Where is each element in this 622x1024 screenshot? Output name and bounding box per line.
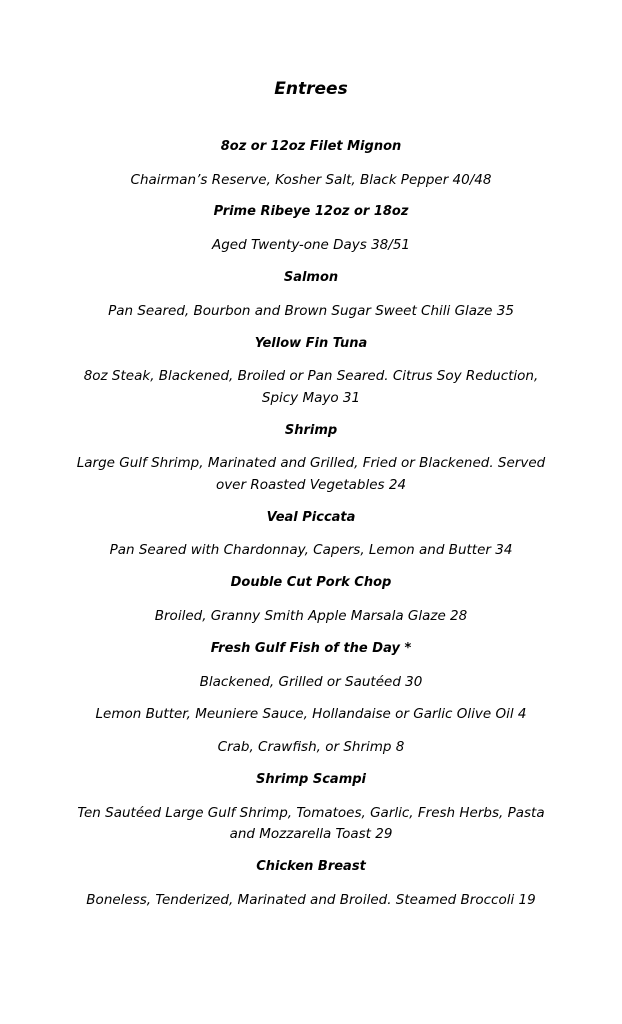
item-name-filet-mignon: 8oz or 12oz Filet Mignon: [220, 139, 402, 154]
item-desc-gulf-fish-line-1: Blackened, Grilled or Sautéed 30: [199, 674, 423, 690]
item-desc-chicken-breast: Boneless, Tenderized, Marinated and Broiled. Steamed Broccoli 19: [86, 892, 536, 908]
item-name-yellow-fin-tuna: Yellow Fin Tuna: [254, 336, 368, 351]
item-name-shrimp-scampi: Shrimp Scampi: [255, 772, 366, 787]
item-name-prime-ribeye: Prime Ribeye 12oz or 18oz: [213, 204, 409, 219]
item-desc-filet-mignon: Chairman’s Reserve, Kosher Salt, Black Pepper 40/48: [130, 172, 492, 188]
item-desc-yellow-fin-tuna-line-2: Spicy Mayo 31: [261, 390, 361, 406]
item-desc-prime-ribeye: Aged Twenty-one Days 38/51: [212, 237, 410, 253]
item-name-pork-chop: Double Cut Pork Chop: [230, 575, 392, 590]
item-desc-salmon: Pan Seared, Bourbon and Brown Sugar Sweet Chili Glaze 35: [108, 303, 514, 319]
item-desc-shrimp-scampi-line-1: Ten Sautéed Large Gulf Shrimp, Tomatoes, Garlic, Fresh Herbs, Pasta: [77, 805, 545, 821]
item-desc-shrimp-line-1: Large Gulf Shrimp, Marinated and Grilled, Fried or Blackened. Served: [76, 455, 546, 471]
item-desc-pork-chop: Broiled, Granny Smith Apple Marsala Glaze 28: [154, 608, 468, 624]
page-title: Entrees: [274, 79, 348, 99]
item-name-veal-piccata: Veal Piccata: [266, 510, 356, 525]
item-name-gulf-fish: Fresh Gulf Fish of the Day *: [210, 641, 412, 656]
item-desc-gulf-fish-line-3: Crab, Crawfish, or Shrimp 8: [217, 739, 405, 755]
item-desc-shrimp-line-2: over Roasted Vegetables 24: [215, 477, 407, 493]
item-desc-gulf-fish-line-2: Lemon Butter, Meuniere Sauce, Hollandaise or Garlic Olive Oil 4: [95, 706, 527, 722]
item-name-chicken-breast: Chicken Breast: [256, 859, 366, 874]
item-desc-veal-piccata: Pan Seared with Chardonnay, Capers, Lemon and Butter 34: [109, 542, 513, 558]
item-desc-shrimp-scampi-line-2: and Mozzarella Toast 29: [229, 826, 393, 842]
item-name-shrimp: Shrimp: [284, 423, 338, 438]
item-desc-yellow-fin-tuna-line-1: 8oz Steak, Blackened, Broiled or Pan Seared. Citrus Soy Reduction,: [83, 368, 539, 384]
item-name-salmon: Salmon: [283, 270, 339, 285]
